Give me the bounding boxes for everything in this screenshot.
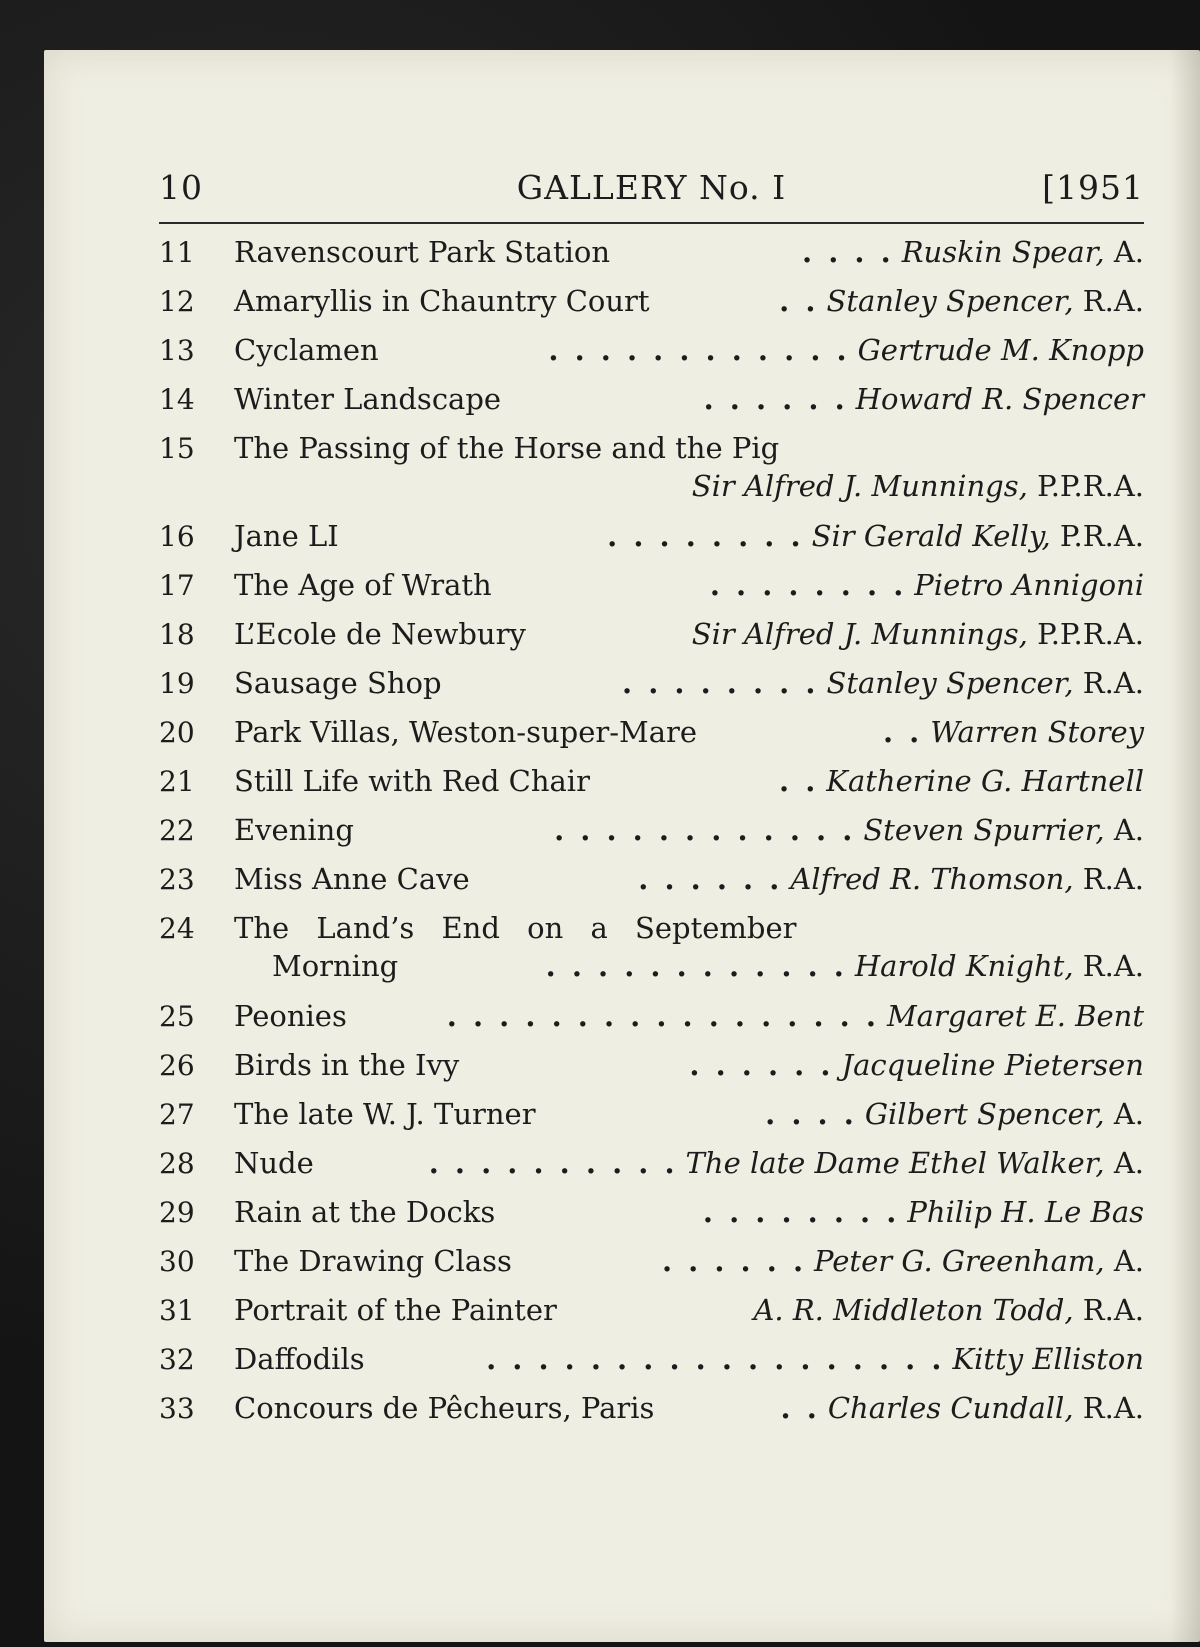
catalogue-entry — [159, 228, 1144, 277]
catalogue-entry — [159, 855, 1144, 904]
entry-title: Sausage Shop — [234, 666, 442, 700]
entry-number: 31 — [159, 1294, 195, 1327]
entry-honor: A. — [1113, 813, 1144, 847]
entry-artist: Peter G. Greenham, — [814, 1244, 1105, 1278]
entry-number: 19 — [159, 667, 195, 700]
entry-honor: A. — [1113, 1097, 1144, 1131]
entry-artist: The late Dame Ethel Walker, — [685, 1146, 1105, 1180]
entry-number: 11 — [159, 236, 195, 269]
entry-honor: R.A. — [1082, 1391, 1144, 1425]
entry-title: The Passing of the Horse and the Pig — [234, 431, 780, 465]
catalogue-entry — [159, 1139, 1144, 1188]
entry-title: Ravenscourt Park Station — [234, 235, 611, 269]
entry-number: 27 — [159, 1098, 195, 1131]
entry-title: Rain at the Docks — [234, 1195, 496, 1229]
entry-number: 29 — [159, 1196, 195, 1229]
entry-title: Still Life with Red Chair — [234, 764, 590, 798]
entry-title: Daffodils — [234, 1342, 365, 1376]
entry-number: 20 — [159, 716, 195, 749]
entry-title: Miss Anne Cave — [234, 862, 470, 896]
entry-artist: Alfred R. Thomson, — [790, 862, 1074, 896]
dot-leader: . . — [882, 715, 923, 749]
entry-honor: P.P.R.A. — [1037, 617, 1144, 651]
entry-title: Park Villas, Weston-super-Mare — [234, 715, 698, 749]
entry-title: Nude — [234, 1146, 314, 1180]
page-number: 10 — [159, 168, 203, 207]
entry-title: Evening — [234, 813, 354, 847]
catalogue-entry — [159, 1090, 1144, 1139]
catalogue-entry — [159, 610, 1144, 659]
catalogue-list — [159, 228, 1144, 1433]
dot-leader: . . . . . . . . — [622, 666, 819, 700]
entry-honor: P.P.R.A. — [1037, 469, 1144, 503]
entry-honor: R.A. — [1082, 949, 1144, 983]
dot-leader: . . — [780, 1391, 820, 1425]
dot-leader: . . . . . . . . — [709, 568, 907, 602]
entry-number: 14 — [159, 383, 195, 416]
header-rule — [159, 222, 1144, 224]
catalogue-entry — [159, 1286, 1144, 1335]
catalogue-entry — [159, 992, 1144, 1041]
entry-artist: Howard R. Spencer — [855, 382, 1144, 416]
entry-number: 30 — [159, 1245, 195, 1278]
catalogue-entry — [159, 512, 1144, 561]
dot-leader: . . . . . . . . — [607, 519, 804, 553]
entry-title-continued: Morning — [272, 949, 399, 983]
entry-number: 25 — [159, 1000, 195, 1033]
catalogue-entry — [159, 1384, 1144, 1433]
entry-title: The late W. J. Turner — [234, 1097, 536, 1131]
entry-honor: R.A. — [1082, 1293, 1144, 1327]
entry-title: Portrait of the Painter — [234, 1293, 557, 1327]
entry-artist: Harold Knight, — [854, 949, 1074, 983]
entry-title: Amaryllis in Chauntry Court — [234, 284, 650, 318]
entry-honor: P.R.A. — [1059, 519, 1144, 553]
catalogue-entry — [159, 1188, 1144, 1237]
entry-artist: Gilbert Spencer, — [864, 1097, 1105, 1131]
entry-artist: Pietro Annigoni — [914, 568, 1144, 602]
entry-title: Jane LI — [234, 519, 339, 553]
dot-leader: . . — [779, 764, 819, 798]
dot-leader: . . . . . . — [638, 862, 783, 896]
entry-number: 21 — [159, 765, 195, 798]
entry-number: 18 — [159, 618, 195, 651]
entry-number: 24 — [159, 912, 195, 945]
entry-artist: Sir Alfred J. Munnings, — [691, 617, 1028, 651]
entry-artist: Sir Gerald Kelly, — [811, 519, 1051, 553]
entry-honor: R.A. — [1082, 666, 1144, 700]
entry-title: The Drawing Class — [234, 1244, 512, 1278]
gallery-title: GALLERY No. I — [516, 168, 787, 207]
entry-artist: Kitty Elliston — [952, 1342, 1144, 1376]
entry-artist: A. R. Middleton Todd, — [753, 1293, 1074, 1327]
entry-title: Winter Landscape — [234, 382, 502, 416]
entry-title: L’Ecole de Newbury — [234, 617, 526, 651]
page-header — [159, 168, 1144, 218]
entry-honor: R.A. — [1082, 862, 1144, 896]
catalogue-entry — [159, 1335, 1144, 1384]
dot-leader: . . . . . . . . . . . . — [554, 813, 856, 847]
entry-artist: Philip H. Le Bas — [907, 1195, 1144, 1229]
entry-number: 13 — [159, 334, 195, 367]
entry-number: 16 — [159, 520, 195, 553]
catalogue-entry — [159, 326, 1144, 375]
entry-number: 23 — [159, 863, 195, 896]
dot-leader: . . . . . . . . . . — [428, 1146, 678, 1180]
dot-leader: . . . . . . — [703, 382, 848, 416]
catalogue-entry — [159, 659, 1144, 708]
entry-title: Cyclamen — [234, 333, 379, 367]
entry-honor: A. — [1113, 235, 1144, 269]
catalogue-entry — [159, 806, 1144, 855]
entry-number: 32 — [159, 1343, 195, 1376]
entry-artist: Warren Storey — [930, 715, 1144, 749]
dot-leader: . . . . . . — [661, 1244, 807, 1278]
catalogue-entry — [159, 561, 1144, 610]
entry-number: 12 — [159, 285, 195, 318]
dot-leader: . . . . . . . . . . . . — [545, 949, 847, 983]
entry-number: 26 — [159, 1049, 195, 1082]
entry-title: The Land’s End on a September — [234, 911, 797, 945]
catalogue-entry — [159, 904, 1144, 992]
dot-leader: . . . . — [802, 235, 894, 269]
dot-leader: . . . . . . . . . . . . . . . . . — [446, 999, 879, 1033]
entry-number: 33 — [159, 1392, 195, 1425]
dot-leader: . . . . . . — [689, 1048, 834, 1082]
entry-artist: Stanley Spencer, — [826, 284, 1074, 318]
entry-artist: Jacqueline Pietersen — [841, 1048, 1144, 1082]
catalogue-entry — [159, 375, 1144, 424]
entry-title: Peonies — [234, 999, 347, 1033]
dot-leader: . . . . . . . . — [702, 1195, 900, 1229]
dot-leader: . . . . — [765, 1097, 857, 1131]
catalogue-entry — [159, 757, 1144, 806]
entry-honor: A. — [1113, 1244, 1144, 1278]
entry-number: 15 — [159, 432, 195, 465]
dot-leader: . . . . . . . . . . . . . . . . . . — [486, 1342, 945, 1376]
entry-artist: Steven Spurrier, — [863, 813, 1105, 847]
catalogue-entry — [159, 708, 1144, 757]
entry-number: 28 — [159, 1147, 195, 1180]
entry-number: 22 — [159, 814, 195, 847]
entry-honor: A. — [1113, 1146, 1144, 1180]
entry-artist: Stanley Spencer, — [826, 666, 1074, 700]
dot-leader: . . . . . . . . . . . . — [548, 333, 850, 367]
catalogue-page — [44, 50, 1200, 1642]
entry-honor: R.A. — [1082, 284, 1144, 318]
entry-artist: Margaret E. Bent — [886, 999, 1144, 1033]
catalogue-entry — [159, 1237, 1144, 1286]
entry-title: The Age of Wrath — [234, 568, 492, 602]
catalogue-entry — [159, 277, 1144, 326]
entry-artist: Sir Alfred J. Munnings, — [691, 469, 1028, 503]
year-marker: [1951 — [1042, 168, 1144, 207]
entry-number: 17 — [159, 569, 195, 602]
entry-title: Birds in the Ivy — [234, 1048, 460, 1082]
entry-artist: Ruskin Spear, — [901, 235, 1105, 269]
entry-artist: Gertrude M. Knopp — [857, 333, 1144, 367]
entry-artist: Katherine G. Hartnell — [826, 764, 1144, 798]
catalogue-entry — [159, 1041, 1144, 1090]
entry-title: Concours de Pêcheurs, Paris — [234, 1391, 655, 1425]
catalogue-entry — [159, 424, 1144, 512]
dot-leader: . . — [779, 284, 819, 318]
entry-artist: Charles Cundall, — [827, 1391, 1074, 1425]
